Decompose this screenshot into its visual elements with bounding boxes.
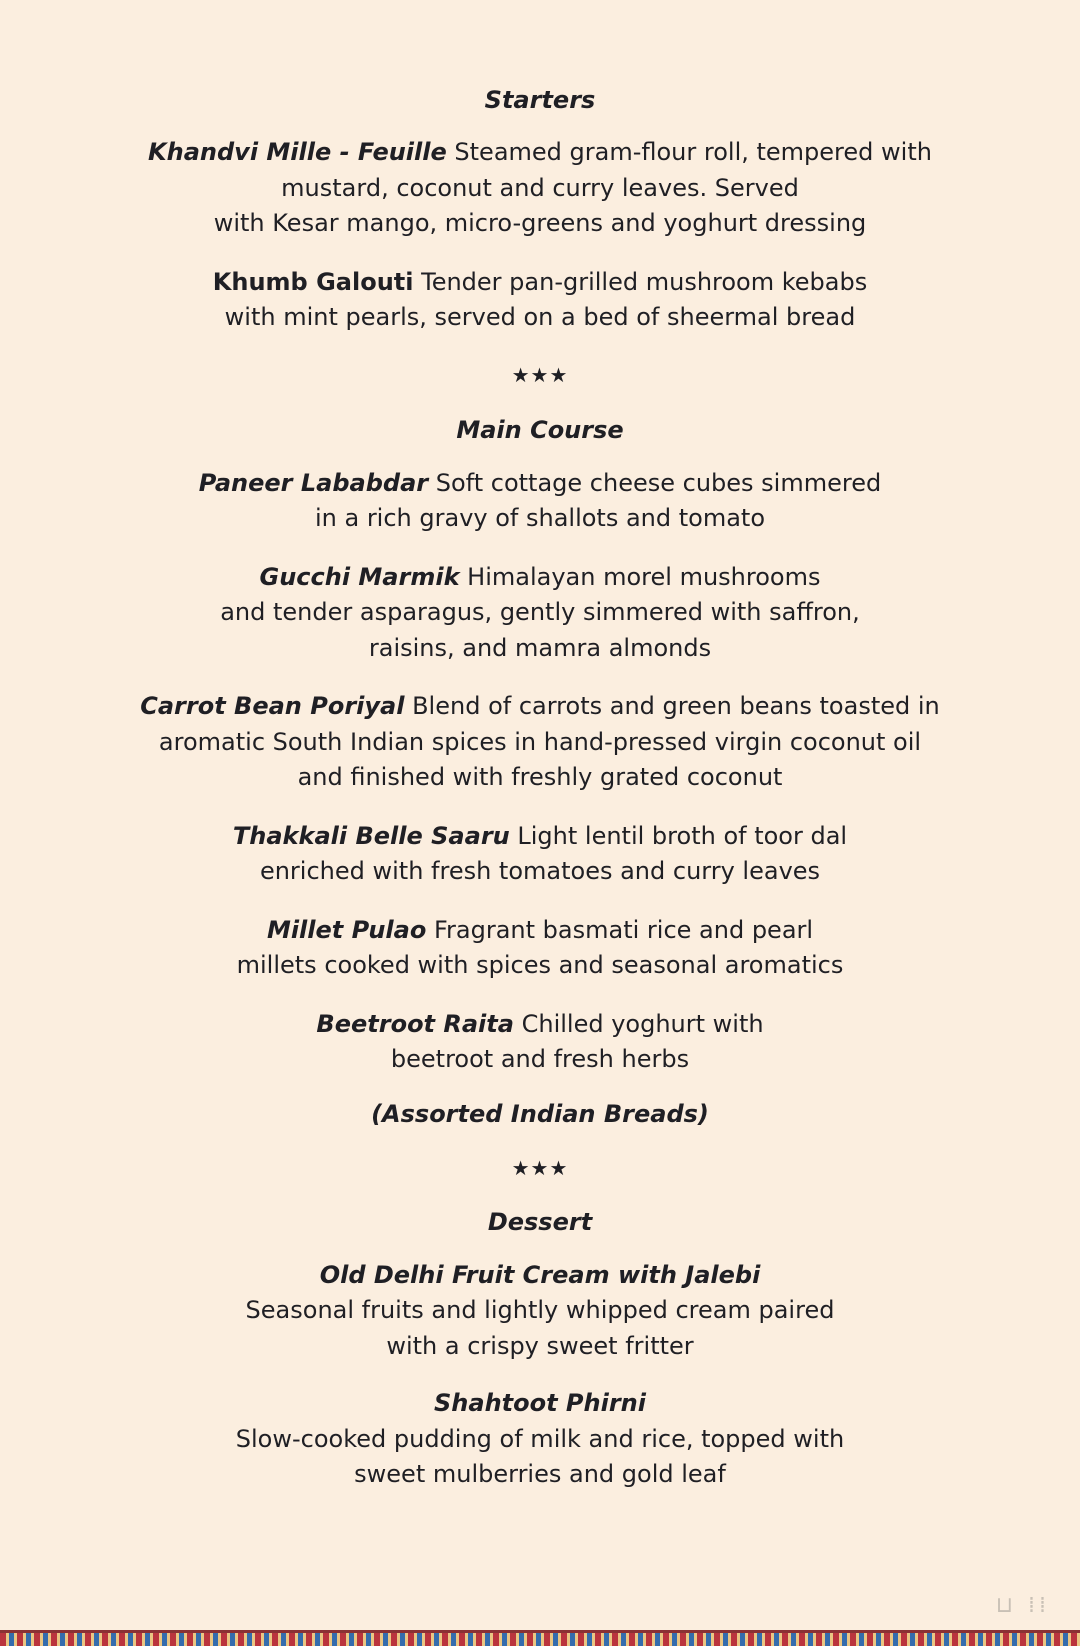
dish-name: Shahtoot Phirni <box>434 1389 646 1417</box>
dish-name: Paneer Lababdar <box>198 468 429 497</box>
dessert-heading: Dessert <box>487 1207 593 1236</box>
separator-stars: ★★★ <box>511 362 569 387</box>
dish-name: Old Delhi Fruit Cream with Jalebi <box>319 1260 761 1289</box>
dish-gucchi-marmik <box>0 560 1080 667</box>
dish-name: Beetroot Raita <box>316 1009 514 1038</box>
dish-desc-line: in a rich gravy of shallots and tomato <box>314 504 766 532</box>
dish-name: Khumb Galouti <box>212 267 414 296</box>
dish-name: Carrot Bean Poriyal <box>140 692 405 720</box>
dish-desc: Himalayan morel mushrooms <box>467 562 821 591</box>
dish-millet-pulao <box>0 913 1080 984</box>
dish-desc: Soft cottage cheese cubes simmered <box>435 468 882 497</box>
dish-desc-line: mustard, coconut and curry leaves. Served <box>281 173 799 202</box>
dish-name: Millet Pulao <box>266 915 427 944</box>
dish-name: Khandvi Mille - Feuille <box>148 138 447 166</box>
dish-desc: Light lentil broth of toor dal <box>517 821 848 850</box>
dish-desc-line: Seasonal fruits and lightly whipped cream paired <box>245 1296 835 1324</box>
watermark-icon: ⊔ ⁞⁞ <box>995 1593 1050 1618</box>
dish-beetroot-raita <box>0 1007 1080 1078</box>
dish-paneer-lababdar <box>0 466 1080 537</box>
dish-desc: Blend of carrots and green beans toasted in <box>412 692 940 720</box>
dish-desc-line: enriched with fresh tomatoes and curry leaves <box>259 857 821 885</box>
dish-desc-line: raisins, and mamra almonds <box>368 633 712 662</box>
dish-khandvi <box>0 135 1080 242</box>
dish-carrot-bean-poriyal <box>0 689 1080 796</box>
dish-name: Gucchi Marmik <box>259 562 460 591</box>
dish-thakkali-belle-saaru <box>0 819 1080 890</box>
dish-shahtoot-phirni <box>0 1386 1080 1493</box>
dish-desc-line: millets cooked with spices and seasonal aromatics <box>236 951 844 979</box>
dish-desc-line: sweet mulberries and gold leaf <box>354 1460 726 1488</box>
starters-heading: Starters <box>484 86 596 114</box>
dish-desc-line: and tender asparagus, gently simmered with saffron, <box>220 598 860 626</box>
dish-name: Thakkali Belle Saaru <box>232 821 510 850</box>
dish-desc: Chilled yoghurt with <box>521 1009 764 1038</box>
dish-desc-line: aromatic South Indian spices in hand-pressed virgin coconut oil <box>158 727 922 756</box>
dish-old-delhi-fruit-cream <box>0 1258 1080 1365</box>
dish-desc: Steamed gram-flour roll, tempered with <box>454 138 932 166</box>
dish-desc: Tender pan-grilled mushroom kebabs <box>421 267 868 296</box>
dish-desc-line: with a crispy sweet fritter <box>386 1331 694 1360</box>
dish-desc: Fragrant basmati rice and pearl <box>433 915 814 944</box>
separator-stars: ★★★ <box>511 1155 569 1180</box>
breads-note: (Assorted Indian Breads) <box>371 1099 709 1128</box>
dish-desc-line: with Kesar mango, micro-greens and yoghurt dressing <box>213 209 867 237</box>
dish-desc-line: with mint pearls, served on a bed of sheermal bread <box>224 303 856 331</box>
decorative-border <box>0 1630 1080 1646</box>
dish-desc-line: beetroot and fresh herbs <box>390 1045 690 1073</box>
menu-content <box>0 82 1080 1493</box>
dish-desc-line: Slow-cooked pudding of milk and rice, topped with <box>235 1424 845 1453</box>
dish-khumb-galouti <box>0 265 1080 336</box>
dish-desc-line: and finished with freshly grated coconut <box>297 763 783 791</box>
main-course-heading: Main Course <box>456 415 624 444</box>
